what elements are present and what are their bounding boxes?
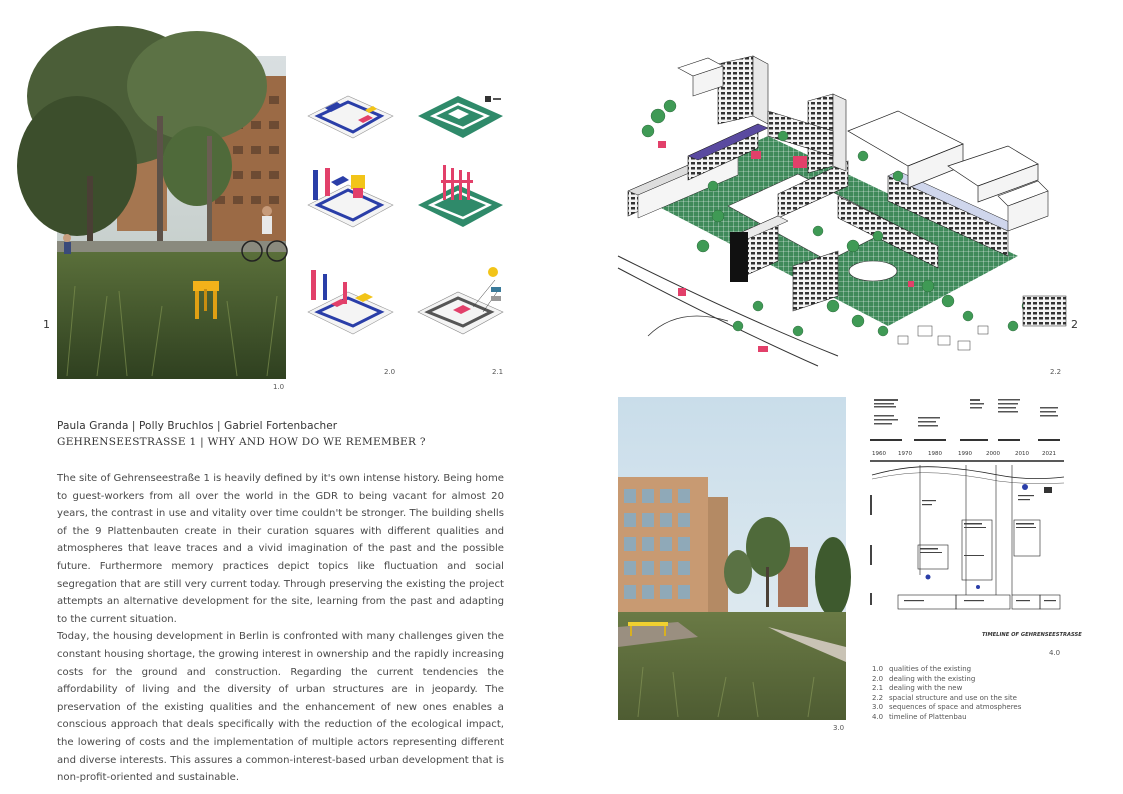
timeline-year-1960: 1960 (872, 451, 886, 457)
timeline-year-1990: 1990 (958, 451, 972, 457)
timeline-year-1980: 1980 (928, 451, 942, 457)
caption-4-0: 4.0 (1049, 649, 1061, 657)
caption-2-0: 2.0 (384, 368, 396, 376)
timeline-year-2021: 2021 (1042, 451, 1056, 457)
legend-text: qualities of the existing (889, 665, 972, 673)
diagram-existing-3 (303, 262, 398, 342)
legend-num: 2.0 (872, 674, 884, 683)
legend-item (872, 694, 1021, 704)
timeline-year-2000: 2000 (986, 451, 1000, 457)
diagram-new-1 (413, 88, 508, 148)
legend-text: dealing with the existing (889, 674, 976, 683)
page-number-left: 1 (43, 318, 50, 331)
caption-1-0: 1.0 (273, 383, 285, 391)
paragraph-history: The site of Gehrenseestraße 1 is heavily defined by it's own intense history. Being home to guest-workers from all over the world in the GDR to being vacant for almost 20 years, the contrast in use and vitality over time couldn't be stronger. The building shells of the 9 Plattenbauten create in their curation squares with different qualities and atmospheres that leave traces and a vivid imagination of the past and the possible future. Furthermore memory practices depict topics like fluctuation and social segregation that are still very current today. Through preserving the existing the project attempts an alternative development for the site, learning from the past and adapting to the current situation. (57, 473, 504, 625)
diagram-existing-2 (303, 160, 398, 235)
photo-sequences-of-space (618, 397, 846, 720)
body-text (57, 470, 504, 787)
diagram-new-3 (413, 262, 508, 342)
timeline-title: TIMELINE OF GEHRENSEESTRASSE (982, 632, 1082, 638)
legend-item (872, 675, 1021, 685)
timeline-diagram (868, 395, 1082, 643)
legend-item (872, 684, 1021, 694)
legend-num: 1.0 (872, 665, 884, 673)
axonometric-site-plan (618, 56, 1066, 366)
timeline-year-2010: 2010 (1015, 451, 1029, 457)
timeline-year-1970: 1970 (898, 451, 912, 457)
project-title: GEHRENSEESTRASSE 1 | WHY AND HOW DO WE REMEMBER ? (57, 436, 426, 448)
diagram-new-2 (413, 160, 508, 235)
paragraph-housing: Today, the housing development in Berlin is confronted with many challenges given the constant housing shortage, the growing interest in ownership and the rapidly increasing costs for the ground and construction. Regarding the current tendencies the affordability of living and the diversity of urban structures are in jeopardy. The preservation of the existing qualities and the enhancement of new ones enables a conscious approach that deals specifically with the reduction of the ecological impact, the lowering of costs and the implementation of multiple actors representing different and diverse interests. This assures a common-interest-based urban development that is non-profit-oriented and sustainable. (57, 631, 504, 784)
page-number-right: 2 (1071, 318, 1078, 331)
legend-num: 2.2 (872, 693, 884, 702)
legend-item (872, 703, 1021, 713)
figure-legend (872, 665, 1021, 723)
legend-text: timeline of Plattenbau (889, 712, 967, 721)
caption-2-2: 2.2 (1050, 368, 1062, 376)
photo-qualities-of-existing (57, 56, 286, 379)
legend-item (872, 665, 1021, 675)
legend-text: spacial structure and use on the site (889, 693, 1017, 702)
legend-num: 4.0 (872, 712, 884, 721)
authors-line: Paula Granda | Polly Bruchlos | Gabriel Fortenbacher (57, 420, 338, 432)
caption-3-0: 3.0 (833, 724, 845, 732)
legend-item (872, 713, 1021, 723)
legend-num: 2.1 (872, 684, 884, 693)
diagram-existing-1 (303, 88, 398, 148)
legend-text: dealing with the new (889, 684, 963, 693)
caption-2-1: 2.1 (492, 368, 504, 376)
legend-text: sequences of space and atmospheres (889, 703, 1022, 712)
legend-num: 3.0 (872, 703, 884, 712)
